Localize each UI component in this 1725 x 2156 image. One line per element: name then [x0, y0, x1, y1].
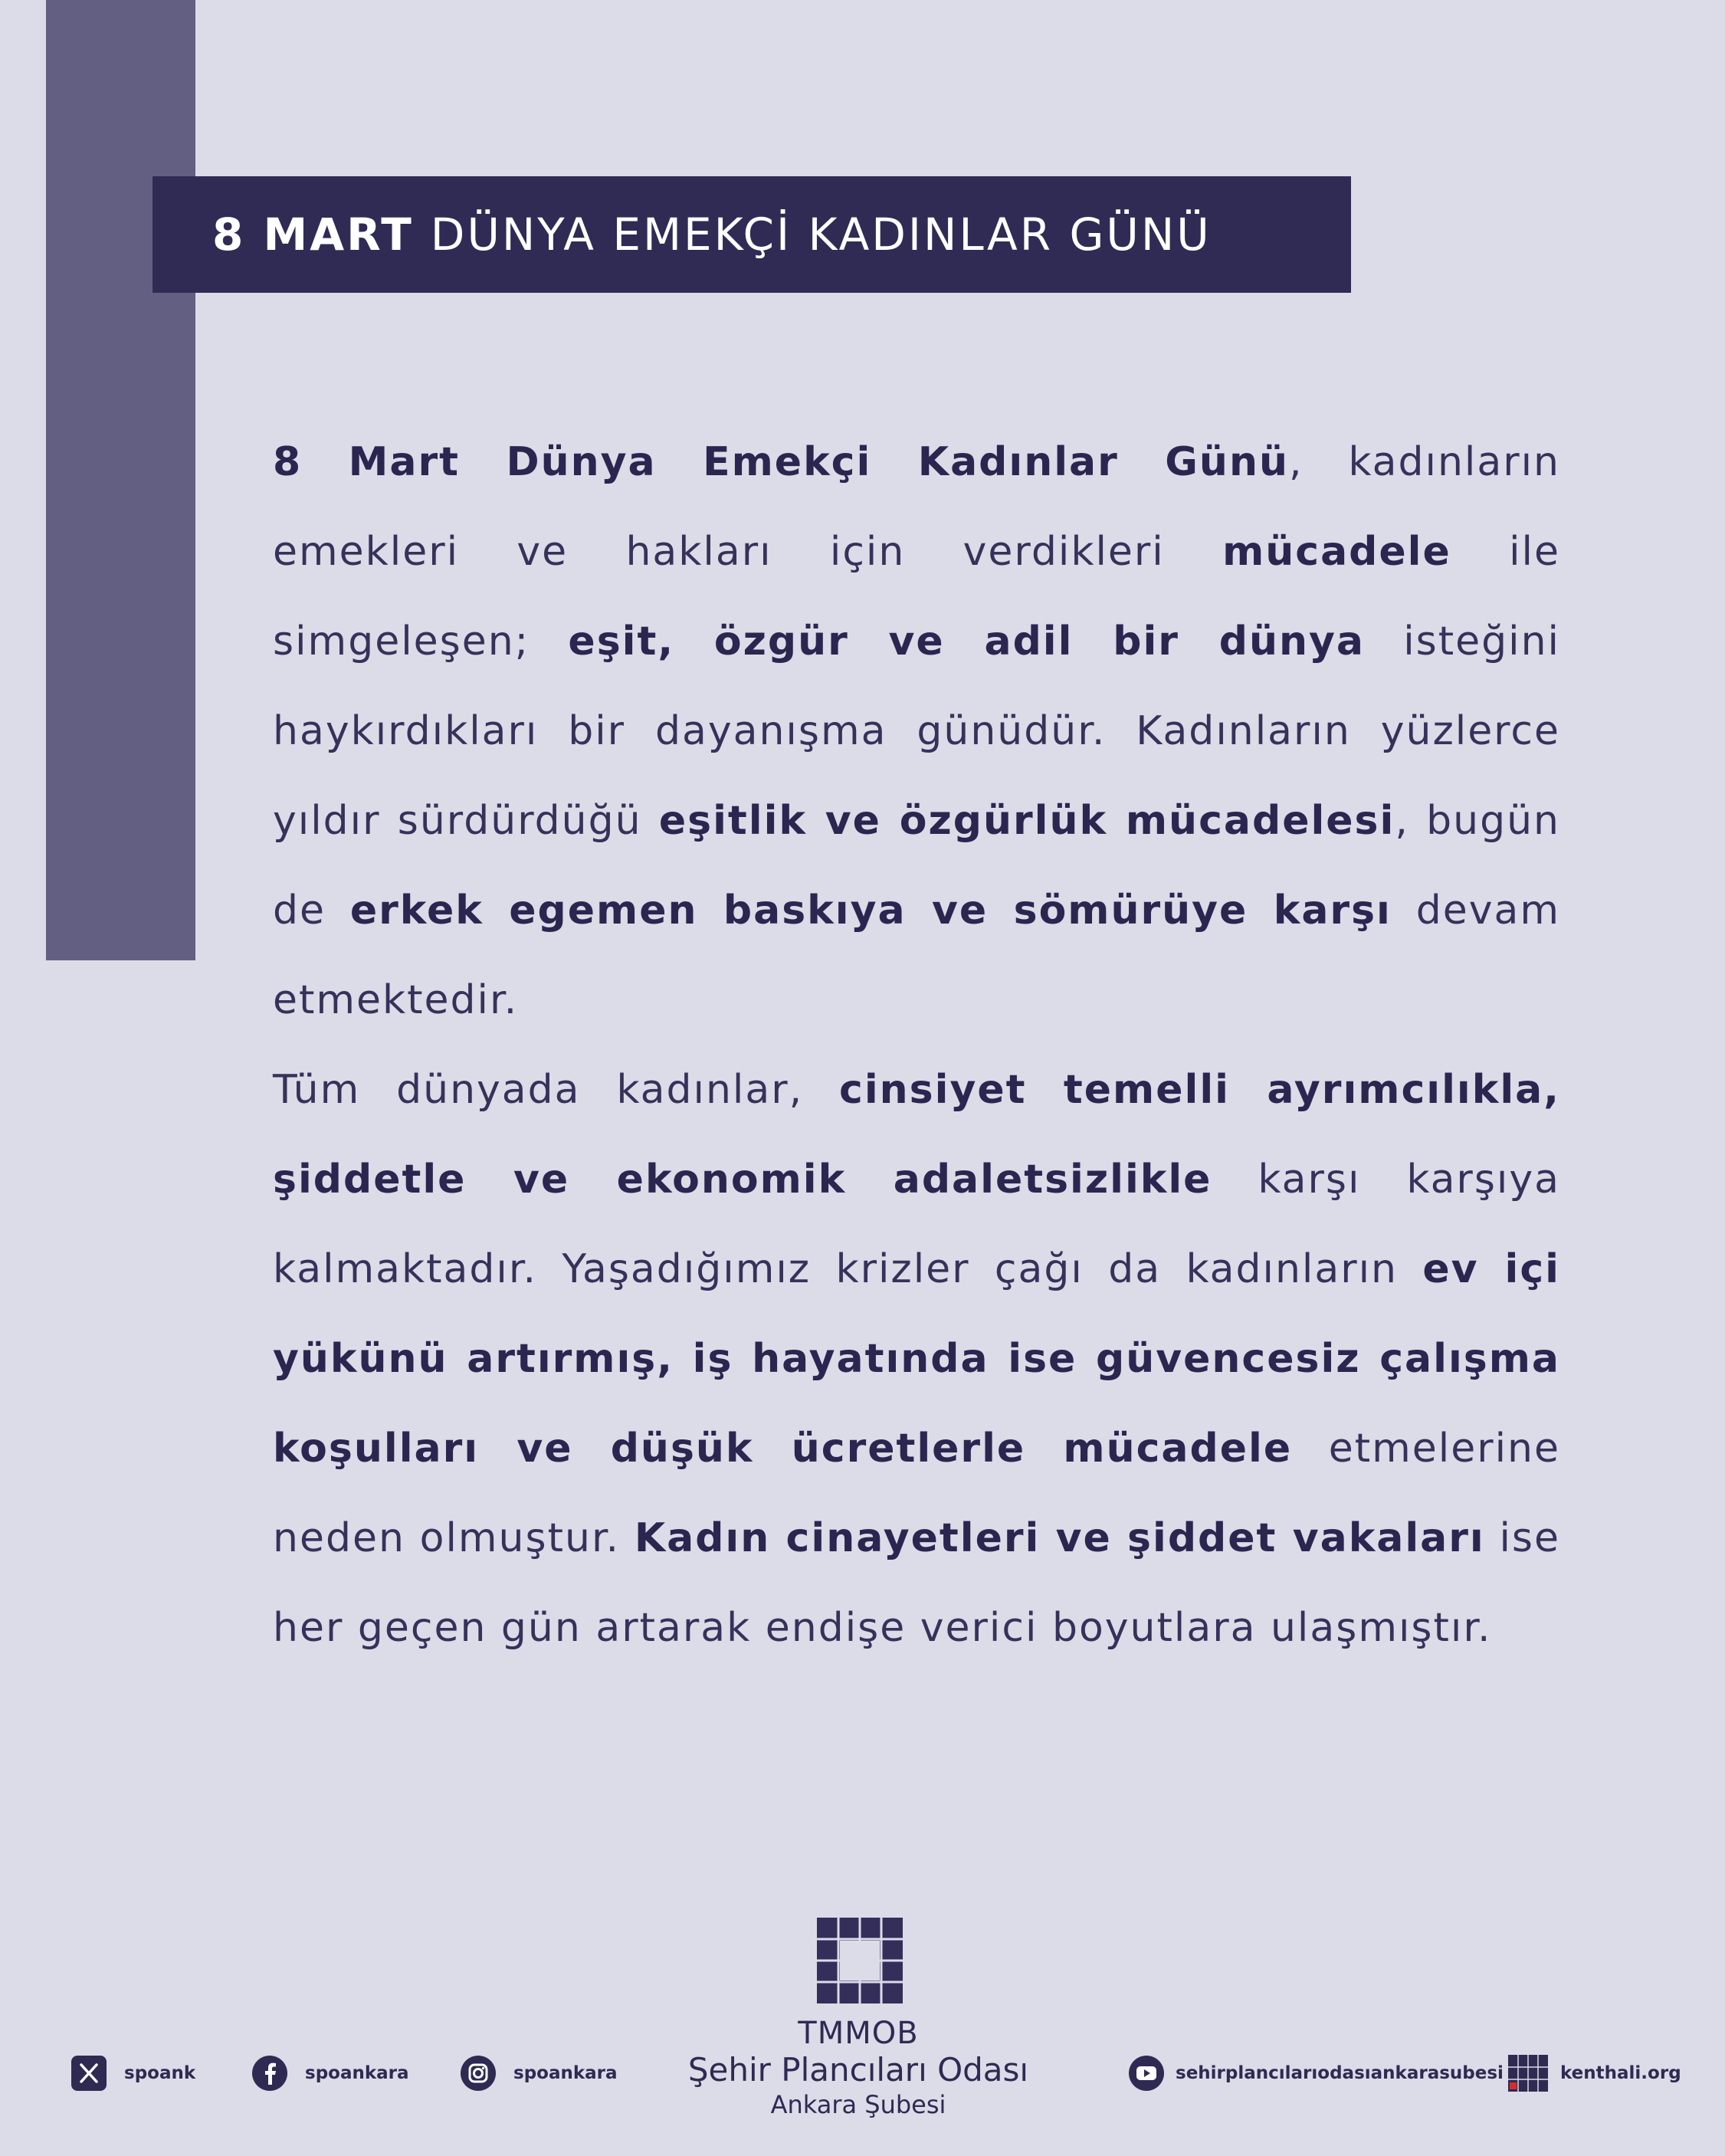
text-segment: karşı karşıya kalmaktadır. Yaşadığımız krizler çağı da kadınların	[273, 1157, 1560, 1292]
org-top-label: TMMOB	[798, 2016, 919, 2051]
bold-segment: eşitlik ve özgürlük mücadelesi	[658, 798, 1395, 844]
bold-segment: Kadın cinayetleri ve şiddet vakaları	[634, 1515, 1485, 1561]
social-facebook[interactable]	[251, 2053, 409, 2093]
instagram-icon	[460, 2055, 497, 2092]
text-segment: ise her geçen gün artarak endişe verici boyutlara ulaşmıştır.	[273, 1515, 1561, 1651]
title-rest: DÜNYA EMEKÇİ KADINLAR GÜNÜ	[430, 208, 1212, 261]
org-branch: Ankara Şubesi	[770, 2090, 946, 2119]
spo-logo	[817, 1918, 903, 2003]
text-segment: Tüm dünyada kadınlar,	[273, 1067, 839, 1113]
bold-segment: mücadele	[1222, 529, 1451, 575]
bold-segment: ev içi yükünü artırmış, iş hayatında ise güvencesiz çalışma koşulları ve düşük ücretlerle mücadele	[273, 1246, 1560, 1472]
instagram-handle: spoankara	[513, 2063, 618, 2083]
bold-segment: cinsiyet temelli ayrımcılıkla, şiddetle ve ekonomik adaletsizlikle	[273, 1067, 1560, 1203]
facebook-icon	[251, 2055, 288, 2092]
title-banner	[152, 176, 1351, 293]
social-x[interactable]	[71, 2053, 195, 2093]
text-segment: devam etmektedir.	[273, 888, 1561, 1023]
facebook-handle: spoankara	[305, 2063, 409, 2083]
bold-segment: 8 Mart Dünya Emekçi Kadınlar Günü	[273, 439, 1289, 485]
social-instagram[interactable]	[460, 2053, 618, 2093]
title-bold: 8 MART	[212, 208, 414, 261]
kenthali-logo	[1507, 2055, 1550, 2092]
bold-segment: erkek egemen baskıya ve sömürüye karşı	[349, 888, 1392, 934]
body-text	[273, 418, 1560, 1673]
kenthali-handle: kenthali.org	[1560, 2063, 1681, 2083]
text-segment: , kadınların emekleri ve hakları için verdikleri	[273, 439, 1560, 575]
paragraph-2	[273, 1045, 1560, 1673]
text-segment: isteğini haykırdıkları bir dayanışma günüdür. Kadınların yüzlerce yıldır sürdürdüğü	[273, 619, 1560, 844]
bold-segment: eşit, özgür ve adil bir dünya	[568, 619, 1365, 665]
social-kenthali[interactable]	[1507, 2053, 1681, 2093]
social-youtube[interactable]	[1128, 2053, 1504, 2093]
text-segment: ile simgeleşen;	[273, 529, 1560, 665]
x-handle: spoank	[124, 2063, 196, 2083]
text-segment: etmelerine neden olmuştur.	[273, 1426, 1560, 1561]
x-icon	[71, 2055, 107, 2092]
youtube-icon	[1128, 2055, 1165, 2092]
youtube-handle: sehirplancılarıodasıankarasubesi	[1176, 2063, 1504, 2083]
paragraph-1	[273, 418, 1560, 1045]
org-name: Şehir Plancıları Odası	[687, 2051, 1029, 2089]
organization-block	[674, 2016, 1042, 2120]
decorative-side-bar	[46, 0, 195, 960]
text-segment: , bugün de	[273, 798, 1560, 934]
